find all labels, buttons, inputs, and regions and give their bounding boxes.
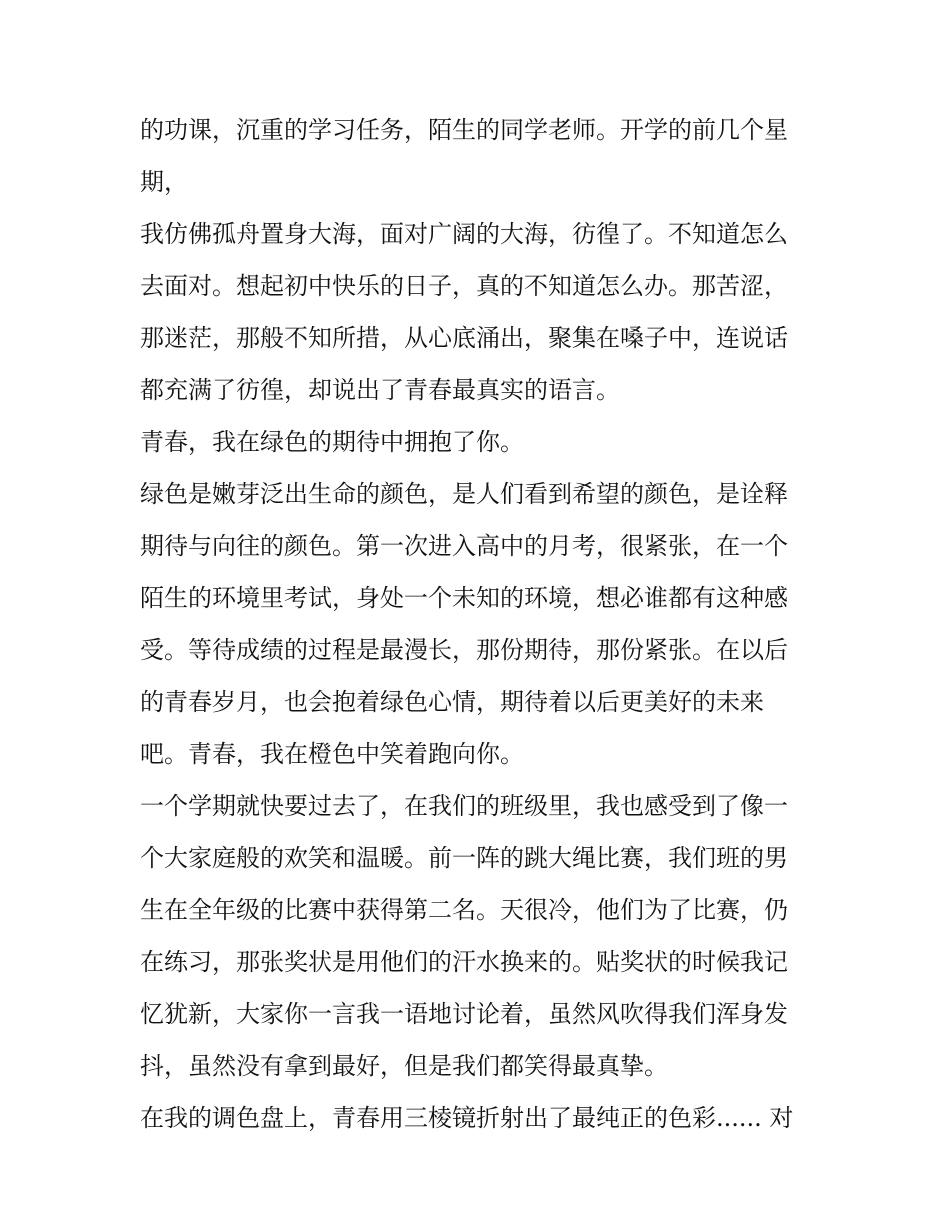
text-line: 在练习，那张奖状是用他们的汗水换来的。贴奖状的时候我记	[140, 948, 788, 976]
text-line: 忆犹新，大家你一言我一语地讨论着，虽然风吹得我们浑身发	[140, 1000, 788, 1028]
text-line: 在我的调色盘上，青春用三棱镜折射出了最纯正的色彩...... 对	[140, 1104, 794, 1132]
text-line: 生在全年级的比赛中获得第二名。天很冷，他们为了比赛，仍	[140, 896, 788, 924]
text-line: 吧。青春，我在橙色中笑着跑向你。	[140, 740, 524, 768]
essay-body	[140, 104, 830, 1144]
text-line: 那迷茫，那般不知所措，从心底涌出，聚集在嗓子中，连说话	[140, 324, 788, 352]
text-line: 期待与向往的颜色。第一次进入高中的月考，很紧张，在一个	[140, 532, 788, 560]
text-line: 期，	[140, 168, 188, 196]
text-line: 的青春岁月，也会抱着绿色心情，期待着以后更美好的未来	[140, 688, 764, 716]
text-line: 去面对。想起初中快乐的日子，真的不知道怎么办。那苦涩，	[140, 272, 788, 300]
text-line: 陌生的环境里考试，身处一个未知的环境，想必谁都有这种感	[140, 584, 788, 612]
text-line: 一个学期就快要过去了，在我们的班级里，我也感受到了像一	[140, 792, 788, 820]
text-line: 受。等待成绩的过程是最漫长，那份期待，那份紧张。在以后	[140, 636, 788, 664]
text-line: 都充满了彷徨，却说出了青春最真实的语言。	[140, 376, 620, 404]
text-line: 抖，虽然没有拿到最好，但是我们都笑得最真挚。	[140, 1052, 668, 1080]
text-line: 个大家庭般的欢笑和温暖。前一阵的跳大绳比赛，我们班的男	[140, 844, 788, 872]
text-line: 我仿佛孤舟置身大海，面对广阔的大海，彷徨了。不知道怎么	[140, 220, 788, 248]
text-line: 绿色是嫩芽泛出生命的颜色，是人们看到希望的颜色，是诠释	[140, 480, 788, 508]
text-line: 青春，我在绿色的期待中拥抱了你。	[140, 428, 524, 456]
text-line: 的功课，沉重的学习任务，陌生的同学老师。开学的前几个星	[140, 116, 788, 144]
